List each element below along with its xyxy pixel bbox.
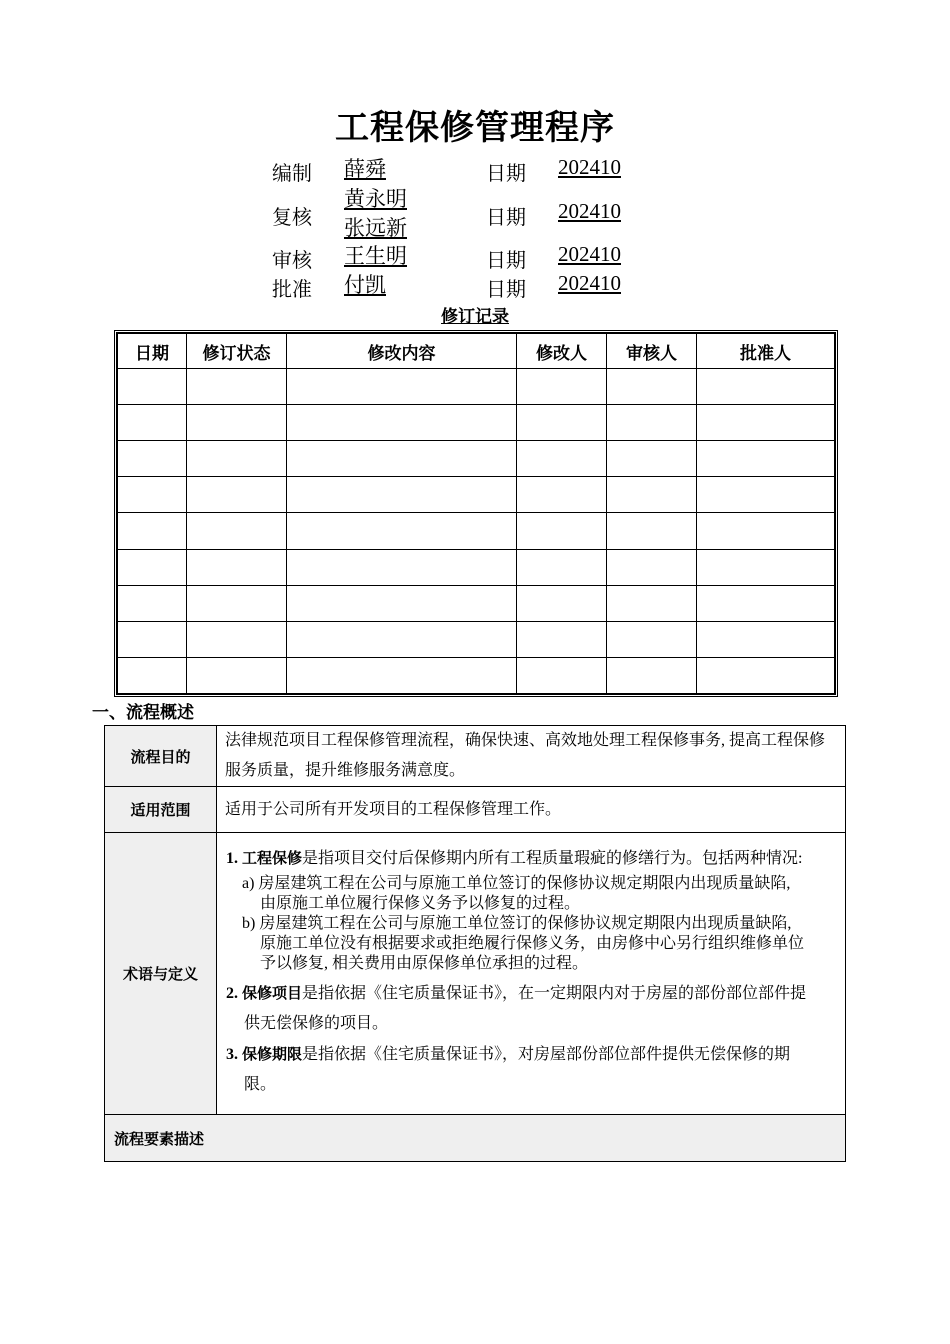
term-2-number: 2. xyxy=(226,985,238,1002)
revision-cell xyxy=(118,405,187,441)
signoff-date-approve: 202410 xyxy=(558,271,621,295)
signoff-name-compile: 薛舜 xyxy=(344,157,386,181)
revision-cell xyxy=(697,513,835,549)
revision-cell xyxy=(187,585,287,621)
revision-cell xyxy=(697,441,835,477)
revision-header-cell: 修改内容 xyxy=(287,334,517,369)
revision-cell xyxy=(607,585,697,621)
scope-label: 适用范围 xyxy=(105,787,217,833)
elements-label: 流程要素描述 xyxy=(105,1115,846,1162)
term-1-case-b-line-3: 予以修复, 相关费用由原保修单位承担的过程。 xyxy=(260,955,589,972)
term-1-case-b-line-1: b) 房屋建筑工程在公司与原施工单位签订的保修协议规定期限内出现质量缺陷, xyxy=(242,915,792,932)
revision-cell xyxy=(517,405,607,441)
term-1-case-a-line-2: 由原施工单位履行保修义务予以修复的过程。 xyxy=(260,895,581,912)
scope-row xyxy=(105,787,846,833)
revision-cell xyxy=(187,513,287,549)
revision-row xyxy=(118,477,835,513)
revision-cell xyxy=(697,585,835,621)
revision-cell xyxy=(118,441,187,477)
signoff-name-review-1: 黄永明 xyxy=(344,187,407,211)
term-2-text-1: 是指依据《住宅质量保证书》，在一定期限内对于房屋的部份部位部件提 xyxy=(302,985,807,1002)
process-overview-table xyxy=(104,725,846,1162)
signoff-date-label: 日期 xyxy=(486,248,526,272)
revision-cell xyxy=(607,621,697,657)
revision-cell xyxy=(517,549,607,585)
revision-row xyxy=(118,441,835,477)
revision-cell xyxy=(517,513,607,549)
revision-cell xyxy=(287,621,517,657)
revision-cell xyxy=(287,477,517,513)
revision-cell xyxy=(287,657,517,693)
revision-cell xyxy=(287,405,517,441)
revision-header-cell: 修订状态 xyxy=(187,334,287,369)
revision-header-cell: 批准人 xyxy=(697,334,835,369)
revision-row xyxy=(118,621,835,657)
revision-cell xyxy=(697,369,835,405)
revision-cell xyxy=(287,513,517,549)
revision-header-row xyxy=(118,334,835,369)
revision-cell xyxy=(118,477,187,513)
signoff-name-audit: 王生明 xyxy=(344,244,407,268)
revision-cell xyxy=(118,657,187,693)
signoff-date-compile: 202410 xyxy=(558,155,621,179)
scope-text: 适用于公司所有开发项目的工程保修管理工作。 xyxy=(217,787,846,833)
revision-cell xyxy=(187,477,287,513)
signoff-date-label: 日期 xyxy=(486,205,526,229)
term-3-text-1: 是指依据《住宅质量保证书》，对房屋部份部位部件提供无偿保修的期 xyxy=(302,1046,791,1063)
signoff-label-audit: 审核 xyxy=(272,248,312,272)
revision-cell xyxy=(118,585,187,621)
revision-cell xyxy=(607,513,697,549)
term-1-name: 工程保修 xyxy=(242,849,303,867)
revision-cell xyxy=(697,405,835,441)
terms-row xyxy=(105,833,846,1115)
revision-cell xyxy=(287,441,517,477)
revision-cell xyxy=(697,549,835,585)
revision-row xyxy=(118,549,835,585)
revision-cell xyxy=(118,621,187,657)
term-3-number: 3. xyxy=(226,1046,238,1063)
revision-cell xyxy=(187,405,287,441)
revision-header-cell: 审核人 xyxy=(607,334,697,369)
revision-cell xyxy=(607,441,697,477)
signoff-label-approve: 批准 xyxy=(272,277,312,301)
revision-cell xyxy=(697,621,835,657)
revision-cell xyxy=(287,369,517,405)
revision-cell xyxy=(287,585,517,621)
signoff-label-compile: 编制 xyxy=(272,161,312,185)
revision-header-cell: 修改人 xyxy=(517,334,607,369)
page-title: 工程保修管理程序 xyxy=(335,108,615,148)
purpose-row xyxy=(105,726,846,787)
revision-cell xyxy=(607,657,697,693)
signoff-date-review: 202410 xyxy=(558,199,621,223)
revision-row xyxy=(118,405,835,441)
revision-cell xyxy=(517,657,607,693)
term-2-text-2: 供无偿保修的项目。 xyxy=(244,1015,389,1032)
signoff-date-audit: 202410 xyxy=(558,242,621,266)
section-heading: 一、流程概述 xyxy=(92,703,194,723)
signoff-date-label: 日期 xyxy=(486,277,526,301)
revision-cell xyxy=(517,441,607,477)
revision-cell xyxy=(187,657,287,693)
revision-cell xyxy=(187,549,287,585)
revision-cell xyxy=(697,477,835,513)
revision-cell xyxy=(607,369,697,405)
term-3-name: 保修期限 xyxy=(242,1045,303,1063)
revision-cell xyxy=(187,441,287,477)
terms-content xyxy=(217,833,846,1115)
term-2-name: 保修项目 xyxy=(242,984,303,1002)
signoff-date-label: 日期 xyxy=(486,161,526,185)
elements-row xyxy=(105,1115,846,1162)
revision-table xyxy=(114,330,838,697)
term-1-text: 是指项目交付后保修期内所有工程质量瑕疵的修缮行为。包括两种情况: xyxy=(302,850,803,867)
revision-cell xyxy=(118,369,187,405)
revision-row xyxy=(118,513,835,549)
term-3-text-2: 限。 xyxy=(244,1076,277,1093)
revision-cell xyxy=(118,549,187,585)
revision-cell xyxy=(607,477,697,513)
signoff-label-review: 复核 xyxy=(272,205,312,229)
revision-cell xyxy=(517,585,607,621)
revision-row xyxy=(118,585,835,621)
revision-row xyxy=(118,369,835,405)
revision-cell xyxy=(187,621,287,657)
signoff-name-approve: 付凯 xyxy=(344,273,386,297)
revision-cell xyxy=(697,657,835,693)
revision-cell xyxy=(187,369,287,405)
term-1-case-b-line-2: 原施工单位没有根据要求或拒绝履行保修义务，由房修中心另行组织维修单位 xyxy=(260,935,805,952)
term-1-case-a-line-1: a) 房屋建筑工程在公司与原施工单位签订的保修协议规定期限内出现质量缺陷, xyxy=(242,875,791,892)
purpose-label: 流程目的 xyxy=(105,726,217,787)
term-1-number: 1. xyxy=(226,850,238,867)
purpose-text: 法律规范项目工程保修管理流程，确保快速、高效地处理工程保修事务, 提高工程保修服务质量，提升维修服务满意度。 xyxy=(217,726,846,787)
revision-cell xyxy=(287,549,517,585)
revision-cell xyxy=(118,513,187,549)
revision-cell xyxy=(517,477,607,513)
signoff-name-review-2: 张远新 xyxy=(344,216,407,240)
revision-cell xyxy=(607,405,697,441)
revision-row xyxy=(118,657,835,693)
revision-cell xyxy=(517,621,607,657)
revision-cell xyxy=(517,369,607,405)
revision-title: 修订记录 xyxy=(441,307,509,327)
terms-label: 术语与定义 xyxy=(105,833,217,1115)
revision-header-cell: 日期 xyxy=(118,334,187,369)
revision-cell xyxy=(607,549,697,585)
